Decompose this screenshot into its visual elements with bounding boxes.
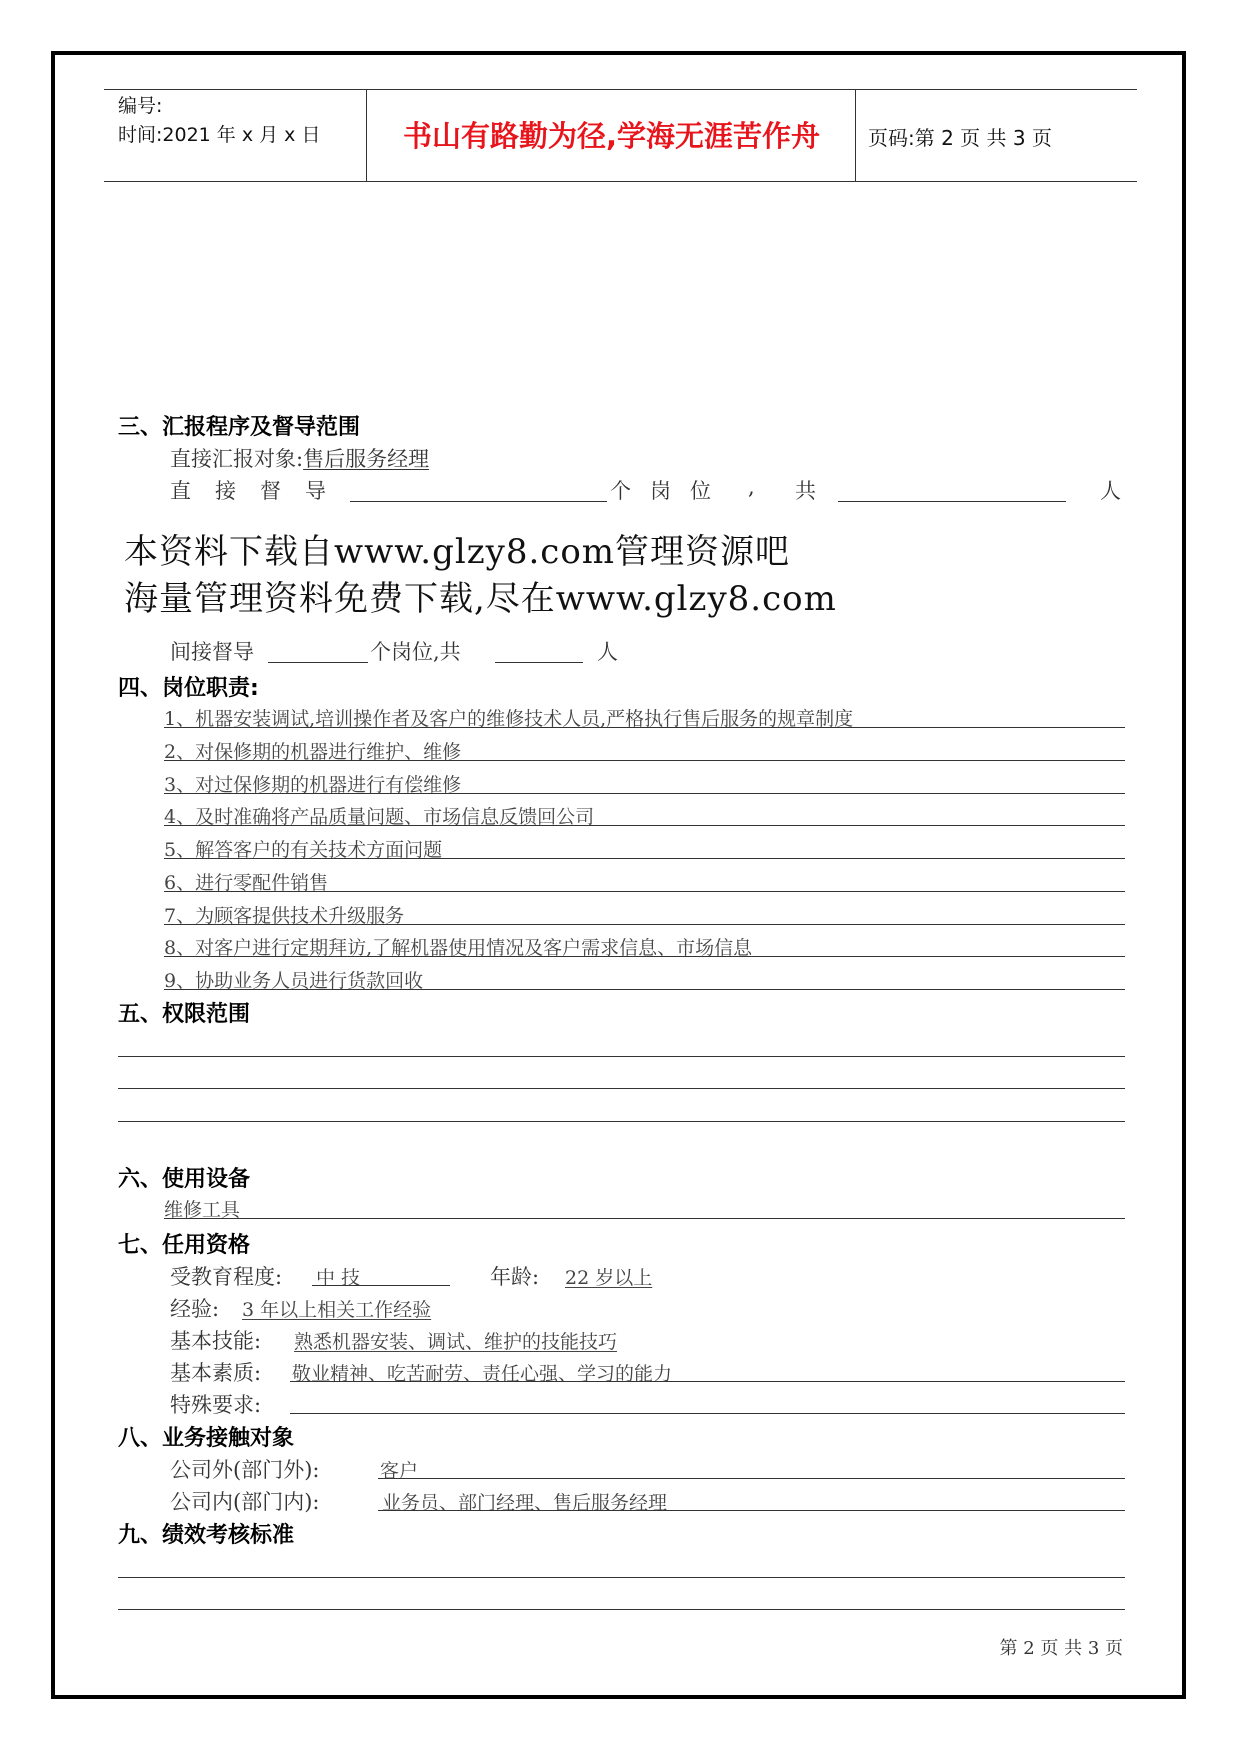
- positions-char: ,: [748, 475, 755, 499]
- indirect-positions-blank: [268, 662, 368, 663]
- direct-persons-blank: [838, 501, 1066, 502]
- internal-rule: [378, 1510, 1125, 1511]
- header-page-code: 页码:第 2 页 共 3 页: [868, 126, 1052, 150]
- indirect-person: 人: [597, 640, 618, 664]
- authority-blank-line: [118, 1121, 1125, 1122]
- education-label: 受教育程度:: [170, 1265, 283, 1289]
- internal-value: 业务员、部门经理、售后服务经理: [382, 1492, 668, 1514]
- watermark-line2: 海量管理资料免费下载,尽在www.glzy8.com: [124, 579, 837, 619]
- education-rule: [312, 1285, 450, 1286]
- special-rule: [290, 1413, 1125, 1414]
- duty-item: 2、对保修期的机器进行维护、维修: [164, 741, 462, 763]
- duty-item: 4、及时准确将产品质量问题、市场信息反馈回公司: [164, 806, 595, 828]
- direct-supervise-char: 直: [170, 479, 191, 503]
- equipment-value: 维修工具: [164, 1199, 241, 1221]
- duty-rule: [164, 793, 1125, 794]
- number-label: 编号:: [118, 95, 163, 117]
- age-label: 年龄:: [490, 1265, 540, 1289]
- internal-label: 公司内(部门内):: [170, 1490, 320, 1514]
- special-label: 特殊要求:: [170, 1393, 262, 1417]
- duty-rule: [164, 891, 1125, 892]
- experience-value: 3 年以上相关工作经验: [242, 1299, 432, 1321]
- direct-supervise-char: 接: [215, 479, 236, 503]
- direct-report-row: [170, 443, 429, 473]
- duty-rule: [164, 924, 1125, 925]
- indirect-persons-blank: [495, 662, 583, 663]
- section7-title: 七、任用资格: [118, 1233, 251, 1258]
- quality-label: 基本素质:: [170, 1361, 262, 1385]
- positions-char: 岗: [650, 479, 671, 503]
- equipment-rule: [164, 1218, 1125, 1219]
- direct-supervise-char: 导: [305, 479, 326, 503]
- person-unit: 人: [1100, 479, 1121, 503]
- section6-title: 六、使用设备: [118, 1167, 251, 1192]
- duty-item: 1、机器安装调试,培训操作者及客户的维修技术人员,严格执行售后服务的规章制度: [164, 708, 854, 730]
- direct-report-label: 直接汇报对象:: [170, 447, 304, 471]
- header-divider-right: [855, 89, 856, 182]
- skills-label: 基本技能:: [170, 1329, 262, 1353]
- quality-rule: [290, 1381, 1125, 1382]
- performance-blank-line: [118, 1609, 1125, 1610]
- duty-rule: [164, 989, 1125, 990]
- external-value: 客户: [380, 1460, 419, 1482]
- authority-blank-line: [118, 1088, 1125, 1089]
- external-label: 公司外(部门外):: [170, 1458, 320, 1482]
- time-label: 时间:2021 年 x 月 x 日: [118, 124, 321, 146]
- direct-positions-blank: [350, 501, 607, 502]
- duty-item: 8、对客户进行定期拜访,了解机器使用情况及客户需求信息、市场信息: [164, 937, 753, 959]
- experience-label: 经验:: [170, 1297, 220, 1321]
- quality-value: 敬业精神、吃苦耐劳、责任心强、学习的能力: [292, 1363, 673, 1385]
- section5-title: 五、权限范围: [118, 1002, 251, 1027]
- duty-item: 5、解答客户的有关技术方面问题: [164, 839, 443, 861]
- duty-item: 9、协助业务人员进行货款回收: [164, 970, 424, 992]
- external-rule: [378, 1478, 1125, 1479]
- header-motto: 书山有路勤为径,学海无涯苦作舟: [402, 119, 821, 153]
- watermark-line1: 本资料下载自www.glzy8.com管理资源吧: [124, 532, 791, 572]
- section4-title: 四、岗位职责:: [118, 676, 259, 701]
- indirect-label: 间接督导: [170, 640, 254, 664]
- performance-blank-line: [118, 1577, 1125, 1578]
- duty-rule: [164, 956, 1125, 957]
- age-value: 22 岁以上: [565, 1267, 653, 1289]
- duty-item: 3、对过保修期的机器进行有偿维修: [164, 774, 462, 796]
- positions-char: 共: [795, 479, 816, 503]
- page-footer: 第 2 页 共 3 页: [999, 1638, 1123, 1659]
- authority-blank-line: [118, 1056, 1125, 1057]
- duty-rule: [164, 760, 1125, 761]
- duty-item: 7、为顾客提供技术升级服务: [164, 905, 405, 927]
- section3-title: 三、汇报程序及督导范围: [118, 415, 361, 440]
- duty-rule: [164, 825, 1125, 826]
- header-bottom-rule: [104, 181, 1137, 182]
- direct-supervise-char: 督: [260, 479, 281, 503]
- duty-rule: [164, 727, 1125, 728]
- section8-title: 八、业务接触对象: [118, 1426, 295, 1451]
- header-divider-left: [366, 89, 367, 182]
- indirect-positions: 个岗位,共: [370, 640, 461, 664]
- education-value: 中 技: [316, 1267, 361, 1289]
- header-meta: [118, 92, 320, 150]
- positions-char: 位: [690, 479, 711, 503]
- positions-char: 个: [610, 479, 631, 503]
- direct-report-value: 售后服务经理: [303, 447, 430, 471]
- skills-value: 熟悉机器安装、调试、维护的技能技巧: [294, 1331, 618, 1353]
- header-top-rule: [104, 89, 1137, 90]
- duty-rule: [164, 858, 1125, 859]
- duty-item: 6、进行零配件销售: [164, 872, 329, 894]
- section9-title: 九、绩效考核标准: [118, 1523, 295, 1548]
